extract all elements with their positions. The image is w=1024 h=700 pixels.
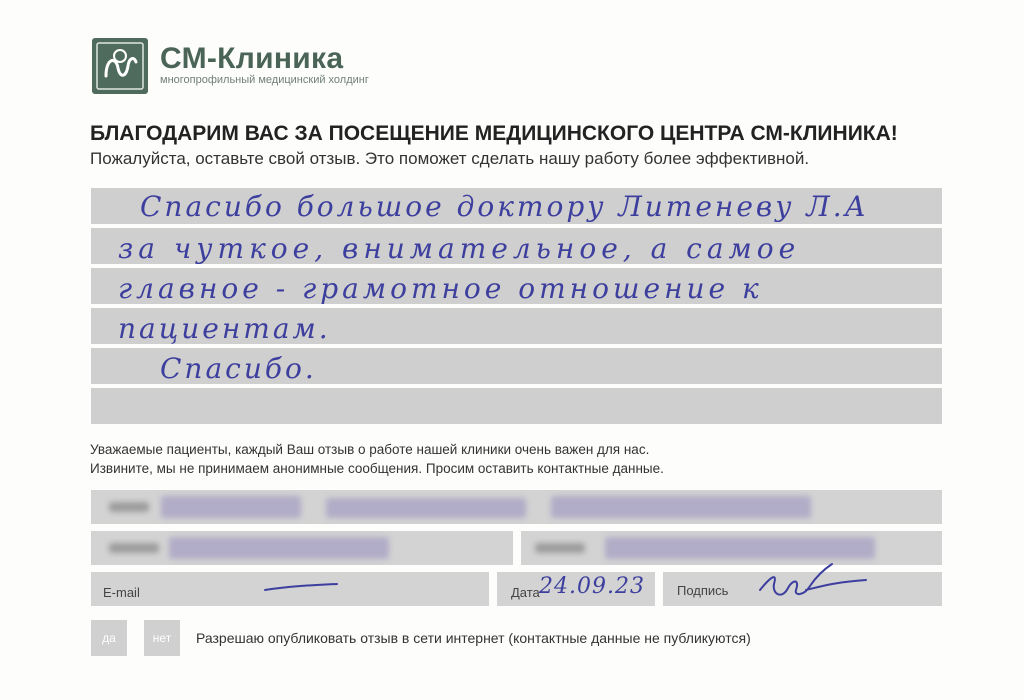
email-label: E-mail (103, 585, 140, 600)
date-field[interactable] (497, 572, 655, 606)
brand-tagline: многопрофильный медицинский холдинг (160, 74, 369, 86)
consent-yes-button[interactable]: да (91, 620, 127, 656)
consent-text: Разрешаю опубликовать отзыв в сети интернет (контактные данные не публикуются) (196, 630, 751, 646)
redacted-value (161, 496, 301, 518)
notice-line-2: Извините, мы не принимаем анонимные сообщения. Просим оставить контактные данные. (90, 461, 664, 476)
brand-name: СМ-Клиника (160, 42, 344, 75)
review-line-bg (91, 388, 942, 424)
logo-mark-icon (92, 38, 148, 94)
notice-line-1: Уважаемые пациенты, каждый Ваш отзыв о работе нашей клиники очень важен для нас. (90, 442, 650, 457)
redacted-label (535, 543, 585, 553)
phone-field[interactable] (91, 531, 513, 565)
email-dash-mark (261, 578, 341, 598)
name-field[interactable] (91, 490, 942, 524)
redacted-value (605, 537, 875, 559)
consent-no-button[interactable]: нет (144, 620, 180, 656)
signature-label: Подпись (677, 583, 729, 598)
redacted-value (551, 496, 811, 518)
page-subtitle: Пожалуйста, оставьте свой отзыв. Это поможет сделать нашу работу более эффективной. (90, 149, 810, 168)
review-text-line: главное - грамотное отношение к (118, 272, 763, 305)
redacted-value (326, 498, 526, 518)
clinic-logo (92, 38, 148, 94)
date-value: 24.09.23 (539, 574, 645, 599)
redacted-value (169, 537, 389, 559)
review-text-line: Спасибо большое доктору Литеневу Л.А (140, 190, 869, 223)
redacted-label (109, 543, 159, 553)
email-field[interactable] (91, 572, 489, 606)
redacted-label (109, 502, 149, 512)
review-text-line: пациентам. (118, 312, 331, 345)
page-title: БЛАГОДАРИМ ВАС ЗА ПОСЕЩЕНИЕ МЕДИЦИНСКОГО ЦЕНТРА СМ-КЛИНИКА! (90, 122, 898, 145)
review-text-line: Спасибо. (160, 352, 317, 385)
signature-field[interactable] (663, 572, 942, 606)
review-text-line: за чуткое, внимательное, а самое (118, 232, 801, 265)
date-label: Дата (511, 585, 540, 600)
handwritten-signature (748, 560, 898, 606)
